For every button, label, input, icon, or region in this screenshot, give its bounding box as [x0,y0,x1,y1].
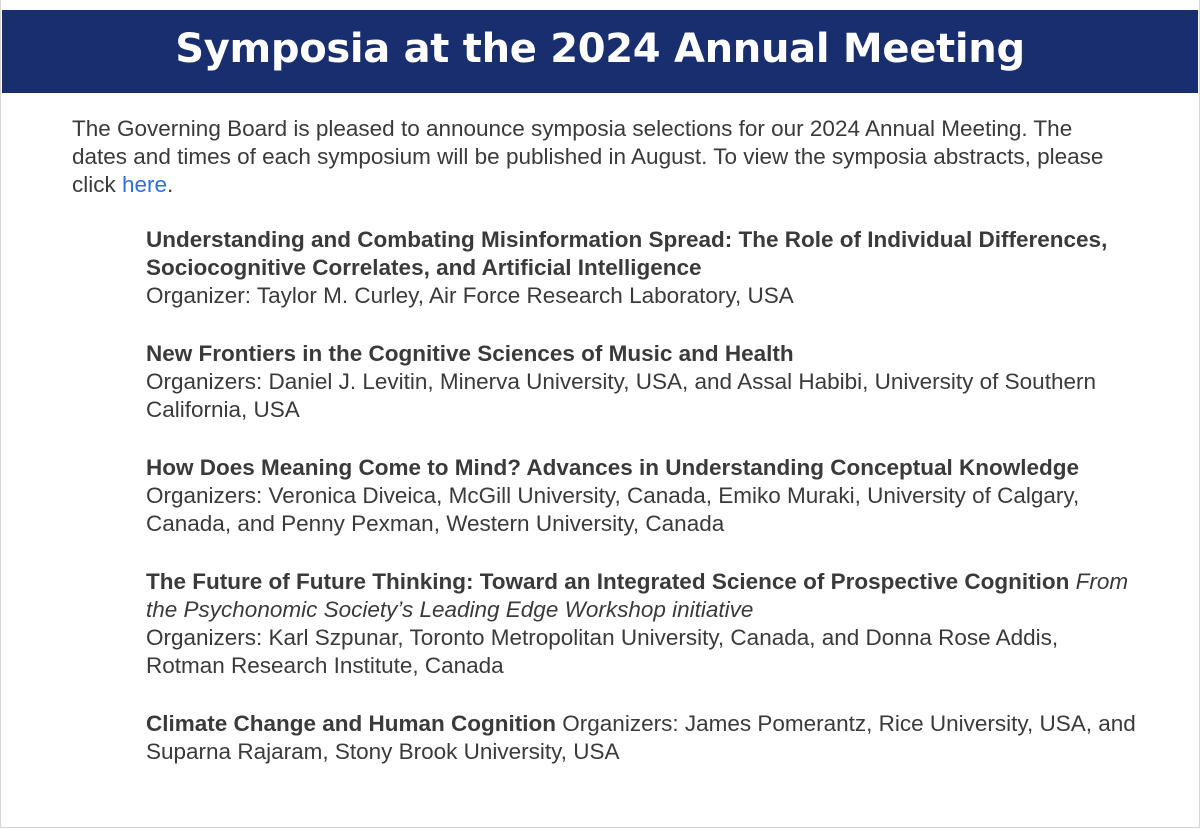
symposium-title: The Future of Future Thinking: Toward an Integrated Science of Prospective Cognition [146,569,1070,594]
header-banner [2,10,1198,93]
symposium-item [146,568,1136,680]
symposium-item [146,454,1136,538]
symposium-title: Climate Change and Human Cognition [146,711,557,736]
intro-paragraph [72,115,1132,199]
symposium-organizers: Organizers: Karl Szpunar, Toronto Metropolitan University, Canada, and Donna Rose Addis, Rotman Research Institute, Canada [146,625,1059,678]
symposium-title: How Does Meaning Come to Mind? Advances in Understanding Conceptual Knowledge [146,455,1079,480]
page-title: Symposia at the 2024 Annual Meeting [175,25,1025,72]
symposium-organizers: Organizers: James Pomerantz, Rice University, USA, and Suparna Rajaram, Stony Brook University, USA [146,711,1136,764]
symposium-item [146,226,1136,310]
symposium-item [146,340,1136,424]
symposium-organizers: Organizer: Taylor M. Curley, Air Force Research Laboratory, USA [146,283,794,308]
intro-period: . [167,172,174,197]
symposium-note: From the Psychonomic Society’s Leading Edge Workshop initiative [146,569,1129,622]
symposia-list [146,226,1136,796]
symposium-title: New Frontiers in the Cognitive Sciences of Music and Health [146,341,794,366]
abstracts-link[interactable]: here [122,172,168,197]
intro-text: The Governing Board is pleased to announce symposia selections for our 2024 Annual Meeting. The dates and times of each symposium will be published in August. To view the symposia abstracts, please click [72,116,1104,197]
symposium-item [146,710,1136,766]
symposium-organizers: Organizers: Veronica Diveica, McGill University, Canada, Emiko Muraki, University of Calgary, Canada, and Penny Pexman, Western University, Canada [146,483,1080,536]
symposium-organizers: Organizers: Daniel J. Levitin, Minerva University, USA, and Assal Habibi, University of Southern California, USA [146,369,1096,422]
symposium-title: Understanding and Combating Misinformation Spread: The Role of Individual Differences, Sociocognitive Correlates, and Artificial Intelligence [146,227,1108,280]
